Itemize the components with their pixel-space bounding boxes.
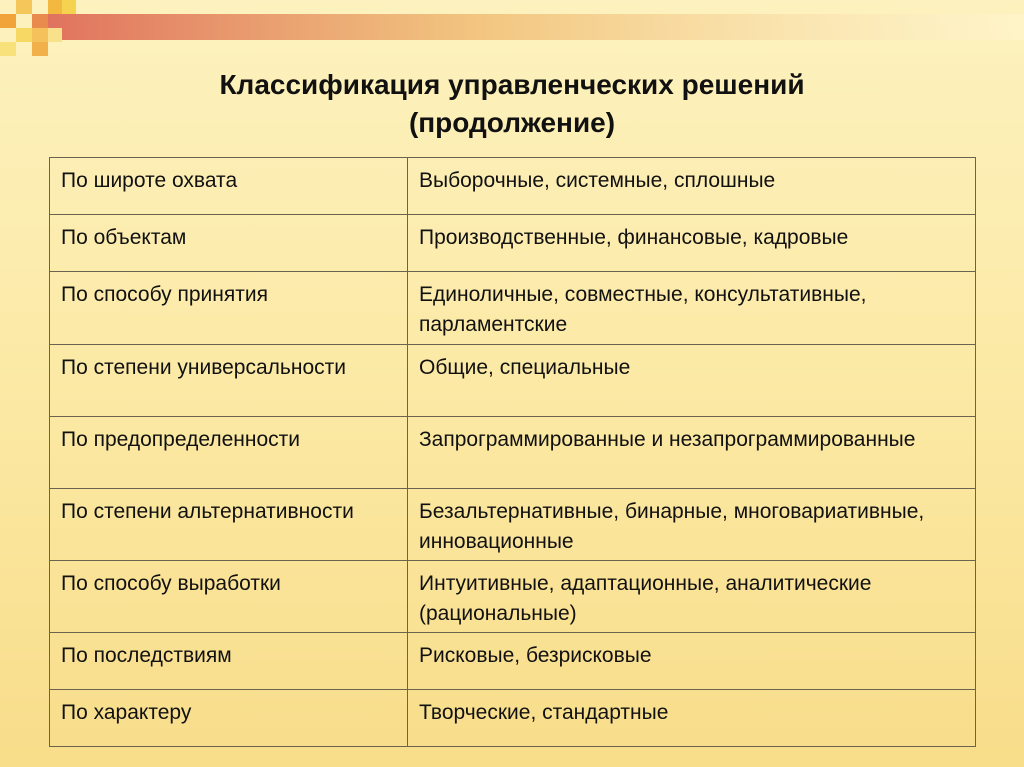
slide-title: [0, 66, 1024, 142]
types-cell: Творческие, стандартные: [408, 690, 976, 747]
types-cell: Безальтернативные, бинарные, многовариативные, инновационные: [408, 489, 976, 561]
header-stripe: [48, 14, 1024, 40]
criterion-cell: По последствиям: [50, 633, 408, 690]
deco-square: [32, 14, 48, 28]
table-row: [50, 272, 976, 345]
table-row: [50, 417, 976, 489]
criterion-cell: По степени универсальности: [50, 345, 408, 417]
table-row: [50, 215, 976, 272]
deco-square: [0, 42, 16, 56]
criterion-cell: По предопределенности: [50, 417, 408, 489]
criterion-cell: По характеру: [50, 690, 408, 747]
deco-square: [16, 28, 32, 42]
types-cell: Производственные, финансовые, кадровые: [408, 215, 976, 272]
criterion-cell: По объектам: [50, 215, 408, 272]
types-cell: Единоличные, совместные, консультативные, парламентские: [408, 272, 976, 345]
types-cell: Запрограммированные и незапрограммированные: [408, 417, 976, 489]
deco-square: [32, 42, 48, 56]
table-row: [50, 633, 976, 690]
deco-square: [48, 0, 62, 14]
classification-table: [49, 157, 976, 747]
table-row: [50, 345, 976, 417]
deco-square: [16, 0, 32, 14]
types-cell: Рисковые, безрисковые: [408, 633, 976, 690]
table-row: [50, 158, 976, 215]
title-line-1: Классификация управленческих решений: [219, 69, 805, 100]
types-cell: Выборочные, системные, сплошные: [408, 158, 976, 215]
criterion-cell: По степени альтернативности: [50, 489, 408, 561]
title-line-2: (продолжение): [408, 107, 616, 138]
types-cell: Интуитивные, адаптационные, аналитические (рациональные): [408, 561, 976, 633]
criterion-cell: По широте охвата: [50, 158, 408, 215]
criterion-cell: По способу выработки: [50, 561, 408, 633]
deco-square: [32, 28, 48, 42]
table-row: [50, 489, 976, 561]
deco-square: [48, 28, 62, 42]
deco-square: [62, 0, 76, 14]
types-cell: Общие, специальные: [408, 345, 976, 417]
decorative-header-squares: [0, 0, 1024, 60]
criterion-cell: По способу принятия: [50, 272, 408, 345]
table-row: [50, 690, 976, 747]
table-row: [50, 561, 976, 633]
deco-square: [0, 14, 16, 28]
